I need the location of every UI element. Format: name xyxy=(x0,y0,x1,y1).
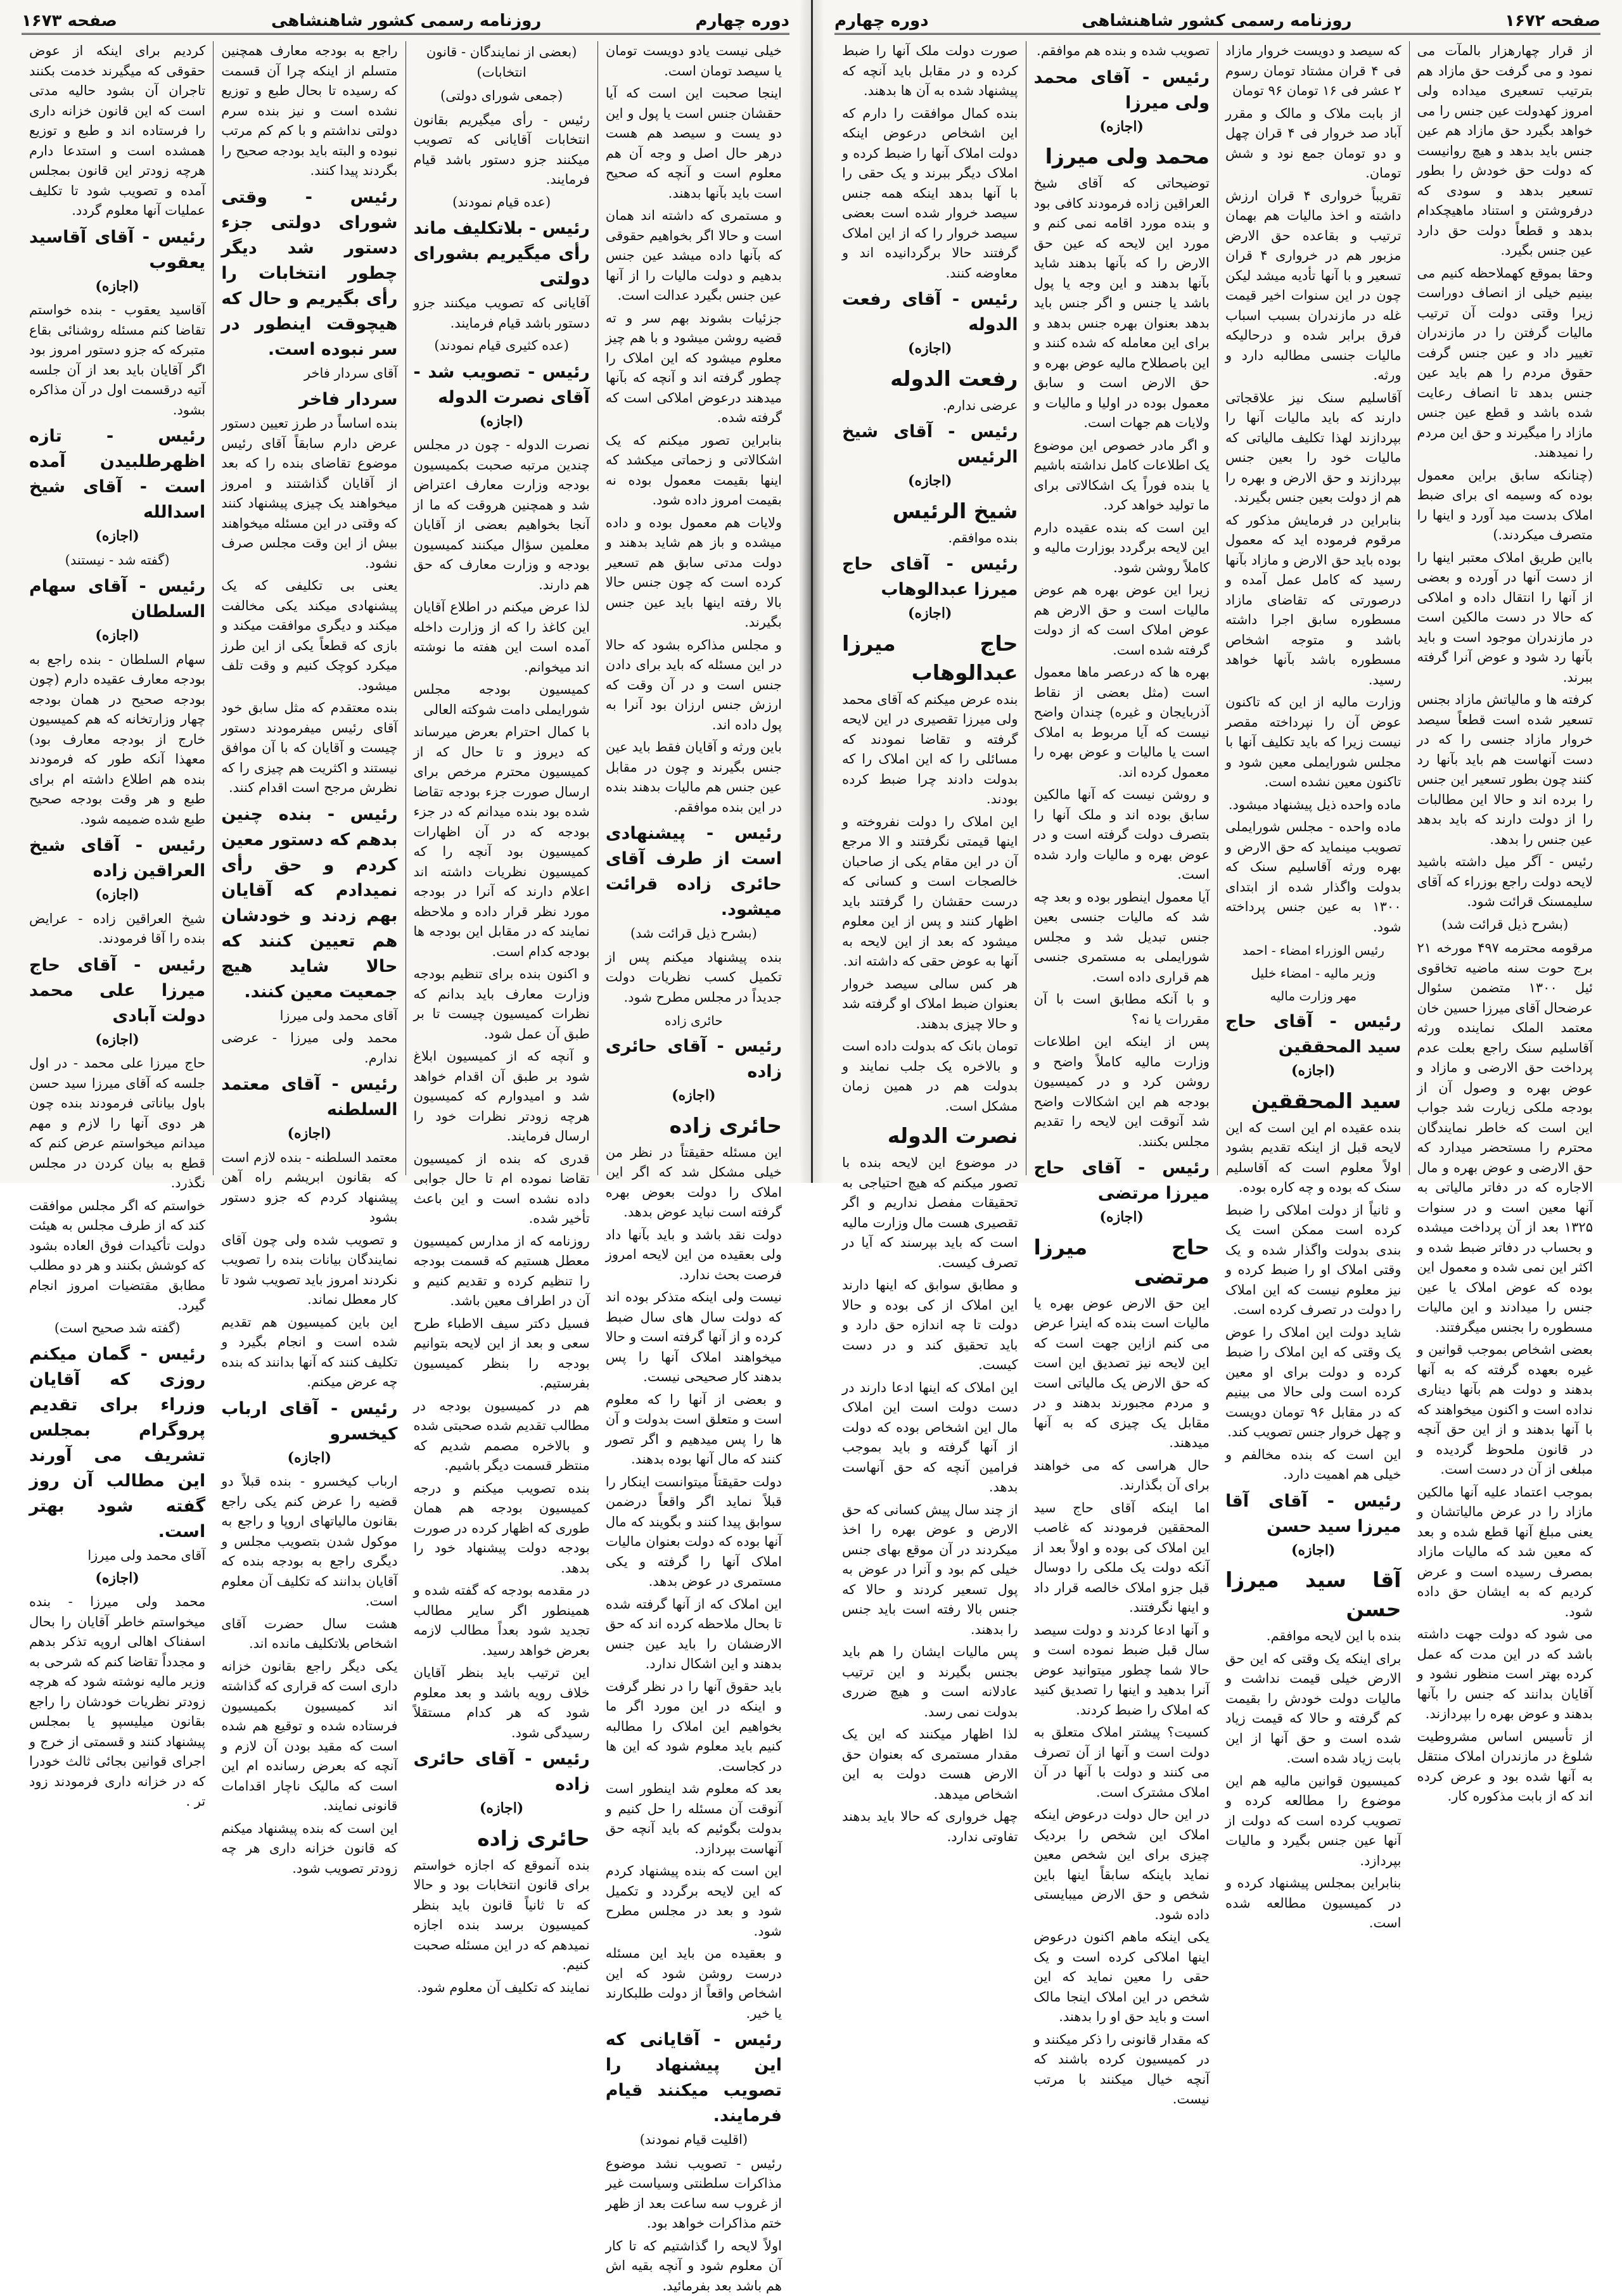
body-paragraph: این است که بنده مخالفم و خیلی هم اهمیت دارد. xyxy=(1225,1445,1402,1485)
body-paragraph: معتمد السلطنه - بنده لازم است که بقانون ابریشم راه آهن پیشنهاد کردم که جزو دستور بشود xyxy=(221,1148,397,1228)
body-paragraph: که مقدار قانونی را ذکر میکنند و در کمیسیون کرده باشند که آنچه خیال میکنند با مرتب نیست. xyxy=(1034,2030,1210,2110)
body-paragraph: و مطابق سوابق که اینها دارند این املاک از کی بوده و حالا دولت تا چه اندازه حق دارد و باید تحقیق کند و در دست کیست. xyxy=(842,1275,1018,1375)
speaker-line: رئیس - آقای شیخ العراقین زاده xyxy=(29,833,205,884)
text-column xyxy=(834,41,1026,1175)
text-column xyxy=(1026,41,1218,1175)
body-paragraph: کمیسیون قوانین مالیه هم این موضوع را مطالعه کرده و تصویب کرده است که دولت از آنها عین جنس بگیرد و مالیات بپردازد. xyxy=(1225,1771,1402,1872)
speaker-name-heading: شیخ الرئیس xyxy=(842,497,1018,526)
body-paragraph: مرقومه محترمه ۴۹۷ مورخه ۲۱ برج حوت سنه ماضیه تخاقوی ئیل ۱۳۰۰ متضمن سئوال عرضحال آقای میرزا حسین خان معتمد الملک نماینده ورثه آقاسلیم سنک راجع بعلت عدم پرداخت حق الارضی و مازاد و عوض بهره و وصول آن از بودجه ملکی زیارت شد جواب این است که خاطر نمایندگان محترم را مستحضر میدارد که حق الارضی و عوض بهره و مال الاجاره که در دفاتر مالیاتی به آنها معین است و در سنوات ۱۳۲۵ بعد از آن پرداخت میشده و بحساب در دفاتر ضبط شده و اکثر این نمی شده و معمول این بوده که عوض املاک یا عین جنس را میدادند و این مالیات مسطوره را بجنس میگرفتند. xyxy=(1417,938,1593,1337)
speaker-line: رئیس - پیشنهادی است از طرف آقای حائری زاده قرائت میشود. xyxy=(606,821,782,922)
body-paragraph: آقایانی که تصویب میکنند جزو دستور باشد قیام فرمایند. xyxy=(414,293,590,333)
body-paragraph: خیلی نیست یادو دویست تومان یا سیصد تومان است. xyxy=(606,41,782,81)
body-paragraph: این است که بنده عقیده دارم این لایحه برگردد بوزارت مالیه و کاملاً روشن شود. xyxy=(1034,518,1210,578)
body-paragraph: یعنی بی تکلیفی که یک پیشنهادی میکند یکی مخالفت میکند و دیگری موافقت میکند و بازی که قطعاً یکی از این طرز میکرد کوچک کنیم و وقت تلف میشود. xyxy=(221,576,397,696)
parenthetical-note: (بشرح ذیل قرائت شد) xyxy=(606,924,782,944)
body-paragraph: محمد ولی میرزا - عرضی ندارم. xyxy=(221,1028,397,1068)
body-paragraph: هر کس سالی سیصد خروار بعنوان ضبط املاک او گرفته شد و حالا چیزی بدهند. xyxy=(842,974,1018,1035)
body-paragraph: و تصویب شده ولی چون آقای نمایندگان بیانات بنده را تصویب نکردند امروز باید تصویب شود تا کار معطل نماند. xyxy=(221,1230,397,1310)
body-paragraph: بنده تصویب میکنم و درجه کمیسیون بودجه هم همان طوری که اظهار کرده در صورت بودجه دولت پیشنهاد خود را بدهد. xyxy=(414,1479,590,1579)
body-paragraph: باید حقوق آنها را در نظر گرفت و اینکه در این مورد اگر ما بخواهیم این املاک را مطالبه کنیم باید معلوم شود که این ها در کجاست. xyxy=(606,1677,782,1777)
speaker-name-heading: آقا سید میرزا حسن xyxy=(1225,1566,1402,1624)
body-paragraph: این ترتیب باید بنظر آقایان خلاف رویه باشد و بعد معلوم شود که هر کدام مستقلاً رسیدگی شود. xyxy=(414,1663,590,1743)
speaker-name-heading: رفعت الدوله xyxy=(842,364,1018,393)
body-paragraph: آقای محمد ولی میرزا xyxy=(29,1546,205,1566)
signature-line: حائری زاده xyxy=(606,1011,782,1030)
body-paragraph: عرضی ندارم. xyxy=(842,396,1018,416)
body-paragraph: وزارت مالیه از این که تاکنون عوض آن را نپرداخته مقصر نیست زیرا که باید تکلیف آنها با مجلس شورایملی معین شود و تاکنون معین نشده است. xyxy=(1225,692,1402,793)
parenthetical-note: (اقلیت قیام نمودند) xyxy=(606,2130,782,2150)
body-paragraph: حال هراسی که می خواهند برای آن بگذارند. xyxy=(1034,1456,1210,1496)
text-column xyxy=(597,41,789,1175)
body-paragraph: یکی دیگر راجع بقانون خزانه داری است که قراری که گذاشته اند کمیسیون بکمیسیون فرستاده شده و توقیع هم شده است که مقید بودن آن لازم و آنچه که بعرض رسانده ام این است که مالیک ناچار اقدامات قانونی نمایند. xyxy=(221,1657,397,1816)
body-paragraph: کمیسیون بودجه مجلس شورایملی دامت شوکته العالی xyxy=(414,680,590,720)
permission-note: (اجازه) xyxy=(29,1030,205,1050)
body-paragraph: اولاً لایحه را گذاشتیم که تا کار آن معلوم شود و آنچه بقیه اش هم باشد بعد بفرمائید. xyxy=(606,2236,782,2296)
speaker-name-heading: محمد ولی میرزا xyxy=(1034,142,1210,171)
speaker-line: رئیس - تازه اظهرطلبیدن آمده است - آقای شیخ اسدالله xyxy=(29,424,205,525)
body-paragraph: و با آنکه مطابق است با آن مقررات یا نه؟ xyxy=(1034,990,1210,1030)
permission-note: (اجازه) xyxy=(1034,1208,1210,1228)
newspaper-title: روزنامه رسمی کشور شاهنشاهی xyxy=(1082,11,1351,30)
body-paragraph: ارباب کیخسرو - بنده قبلاً دو قضیه را عرض کنم یکی راجع بقانون مالیاتهای اروپا و راجع به موکول شدن بتصویب مجلس و دیگری راجع به بودجه بنده که آقایان بدانند که تکلیف آن معلوم است. xyxy=(221,1472,397,1612)
body-paragraph: توضیحاتی که آقای شیخ العراقین زاده فرمودند کافی بود و بنده مورد اقامه نمی کنم و مورد این لایحه که عین حق الارض را که بآنها بدهند شاید بآنها بدهند و این وجه یا پول باشد یا جنس و اگر جنس باید بدهد بعنوان بهره جنس بدهد و برای این معامله که شده کنند و این باصطلاح مالیه عوض بهره و حق الارض است و سابق معمول بوده در اولیا و مالیات و ولایات هم جهات است. xyxy=(1034,174,1210,433)
body-paragraph: آقای محمد ولی میرزا xyxy=(221,1006,397,1026)
body-paragraph: وحقا بموقع کهملاحظه کنیم می بینیم خیلی از انصاف دوراست زیرا وقتی دولت آن ترتیب مالیات گرفتن را در مازندران تغییر داد و عین جنس گرفت حقوق مردم را هم باید عین جنس بدهد تا انصاف رعایت شده باشد و قطع عین جنس مازاد را میگیرند و حق این مردم را نمیدهند. xyxy=(1417,264,1593,463)
permission-note: (اجازه) xyxy=(1225,1061,1402,1081)
body-paragraph: بعضی اشخاص بموجب قوانین و غیره بعهده گرفته که به آنها بدهند و دولت هم بآنها دیناری نداده است و اکنون میخواهند که با آنها بدهند و از این حق آنچه در قانون ملحوظ گردیده و مبلغی از آن در دست است. xyxy=(1417,1340,1593,1480)
newspaper-title: روزنامه رسمی کشور شاهنشاهی xyxy=(271,11,541,30)
body-paragraph: لذا اظهار میکنند که این یک مقدار مستمری که بعنوان حق الارض هست دولت به این اشخاص میدهد. xyxy=(842,1725,1018,1804)
right-page-header xyxy=(834,9,1600,35)
body-paragraph: کردیم برای اینکه از عوض حقوقی که میگیرند خدمت بکنند تاجران آن بشود حالیه مدتی است که این قانون خزانه داری را فرستاده اند و طبع و توزیع همشده است و استدعا دارم هرچه زودتر این قانون بمجلس آمده و تصویب شود تا تکلیف عملیات آنها معلوم گردد. xyxy=(29,41,205,221)
body-paragraph: ماده واحده - مجلس شورایملی تصویب مینماید که حق الارض و بهره ورثه آقاسلیم سنک که بدولت واگذار شده از ابتدای ۱۳۰۰ به عین جنس پرداخته شود. xyxy=(1225,817,1402,937)
body-paragraph: نمایند که تکلیف آن معلوم شود. xyxy=(414,1978,590,1998)
body-paragraph: هشت سال حضرت آقای اشخاص بلاتکلیف مانده اند. xyxy=(221,1614,397,1654)
body-paragraph: از چند سال پیش کسانی که حق الارض و عوض بهره را اخذ میکردند در آن موقع بهای جنس خیلی کم بود و آنرا در عوض به پول تسعیر کردند و حالا که جنس بالا رفته است باید جنس را بدهند. xyxy=(842,1500,1018,1640)
body-paragraph: چهل خرواری که حالا باید بدهند تفاوتی ندارد. xyxy=(842,1807,1018,1847)
body-paragraph: بنده عقیده ام این است که این لایحه قبل از اینکه تقدیم بشود اولاً معلوم است که آقاسلیم سنک که بوده و چه کاره بوده. xyxy=(1225,1118,1402,1198)
speaker-line: سردار فاخر xyxy=(221,387,397,412)
body-paragraph: باین ورثه و آقایان فقط باید عین جنس بگیرند و چون در مقابل عین جنس هم مالیات بدهند بنده در این بنده موافقم. xyxy=(606,737,782,817)
speaker-line: رئیس - آقای آقا میرزا سید حسن xyxy=(1225,1489,1402,1540)
body-paragraph: رئیس - آگر میل داشته باشید لایحه دولت راجع بوزراء که آقای سلیمسنک قرائت شود. xyxy=(1417,852,1593,912)
body-paragraph: راجع به بودجه معارف همچنین متسلم از اینکه چرا آن قسمت که رسیده تا بحال طبع و توزیع نشده است و نیز بنده سرم دولتی نداشتم و با کم کم مرتب نبوده و البته باید بودجه صحیح را بگردند پیدا کنند. xyxy=(221,41,397,181)
body-paragraph: (چنانکه سابق براین معمول بوده که وسیمه ای برای ضبط املاک بدست مید آورد و اینها را متصرف میکردند.) xyxy=(1417,466,1593,545)
permission-note: (اجازه) xyxy=(221,1448,397,1469)
speaker-line: رئیس - آقای رفعت الدوله xyxy=(842,287,1018,338)
permission-note: (اجازه) xyxy=(29,526,205,547)
speaker-line: رئیس - آقای معتمد السلطنه xyxy=(221,1072,397,1123)
body-paragraph: بنابراین بمجلس پیشنهاد کرده و در کمیسیون مطالعه شده است. xyxy=(1225,1873,1402,1934)
body-paragraph: کرفته ها و مالیاتش مازاد بجنس تسعیر شده است قطعاً سیصد خروار مازاد جنسی را که در دست آنهاست هم باید بآنها رد کنند چون بطور تسعیر این جنس را برده اند و حالا این مطالبات را از دولت دارند که باید بدهد عین جنس را بدهد. xyxy=(1417,690,1593,850)
body-paragraph: که سیصد و دویست خروار مازاد فی ۴ قران مشتاد تومان رسوم ۲ عشر فی ۱۶ تومان ۹۶ تومان xyxy=(1225,41,1402,101)
body-paragraph: آقاسلیم سنک نیز علاقجاتی دارند که باید مالیات آنها را بپردازند لهذا تکلیف مالیاتی که مالیات خود را بعین جنس بپردازند و حق الارض و بهره را هم از دولت بعین جنس بگیرند. xyxy=(1225,388,1402,508)
body-paragraph: این مسئله حقیقتاً در نظر من خیلی مشکل شد که اگر این املاک را دولت بعوض بهره گرفته است نباید عوض بدهد. xyxy=(606,1143,782,1223)
page-number: صفحه ۱۶۷۳ xyxy=(22,11,117,30)
permission-note: (اجازه) xyxy=(1034,117,1210,137)
speaker-line: رئیس - آقای حاج میرزا مرتضی xyxy=(1034,1156,1210,1206)
signature-line: مهر وزارت مالیه xyxy=(1225,986,1402,1005)
body-paragraph: آیا معمول اینطور بوده و بعد چه شد که مالیات جنسی بعین جنس تبدیل شد و مجلس شورایملی به مستمری جنسی هم قراری داده است. xyxy=(1034,888,1210,988)
body-paragraph: این املاک که اینها ادعا دارند در دست دولت است این املاک مال این اشخاص بوده که دولت از آنها گرفته و باید بموجب فرامین آنچه که حق آنهاست بدهد. xyxy=(842,1378,1018,1498)
parenthetical-note: (گفته شد - نیستند) xyxy=(29,551,205,571)
permission-note: (اجازه) xyxy=(606,1086,782,1106)
body-paragraph: این املاک که از آنها گرفته شده تا بحال ملاحظه کرده اند که حق الارضشان را باید عین جنس بدهند و این اشکال ندارد. xyxy=(606,1595,782,1674)
body-paragraph: هم در کمیسیون بودجه در مطالب تقدیم شده صحبتی شده و بالاخره مصمم شدیم که منتظر قسمت دیگر باشیم. xyxy=(414,1396,590,1476)
text-column xyxy=(1409,41,1601,1175)
left-page-columns xyxy=(22,41,789,1175)
body-paragraph: رئیس - رأی میگیریم بقانون انتخابات آقایانی که تصویب میکنند جزو دستور باشد قیام فرمایند. xyxy=(414,110,590,190)
permission-note: (اجازه) xyxy=(842,339,1018,359)
body-paragraph: پس مالیات ایشان را هم باید بجنس بگیرند و این ترتیب عادلانه است و هیچ ضرری بدولت نمی رسد. xyxy=(842,1642,1018,1722)
speaker-line: رئیس - آقای ارباب کیخسرو xyxy=(221,1396,397,1447)
body-paragraph: بنابراین در فرمایش مذکور که مرقوم فرموده اید که معمول بوده باید حق الارض و مازاد بآنها رسید که کامل عمل آمده و درصورتی که تقاضای مازاد مسطوره سابق اجرا داشته باشد و متوجه اشخاص مسطوره باشد بآنها خواهد رسید. xyxy=(1225,511,1402,691)
speaker-name-heading: حائری زاده xyxy=(606,1111,782,1140)
speaker-line: رئیس - آقای حائری زاده xyxy=(414,1747,590,1797)
body-paragraph: و مستمری که داشته اند همان است و حالا اگر بخواهیم حقوقی که بآنها داده میشد عین جنس بدهیم و دولت مالیات را از آنها عین جنس بگیرد عدالت است. xyxy=(606,206,782,306)
period-label: دوره چهارم xyxy=(834,11,929,30)
body-paragraph: از قرار چهارهزار بالمآت می نمود و می گرفت حق مازاد هم بترتیب تسعیری میداده ولی امروز کهدولت عین جنس را می خواهد بگیرد حق مازاد هم عین جنس باید بدهد و هیچ روانیست که دولت حق خودش را بطور تسعیر بدهد و سودی که درفروشتن و استناد ماهیچکدام بدهد و قطعاً دولت حق دارد عین جنس بگیرد. xyxy=(1417,41,1593,261)
body-paragraph: و روشن نیست که آنها مالکین سابق بوده اند و ملک آنها را بتصرف دولت گرفته است و در عوض بهره و مالیات وارد شده است. xyxy=(1034,785,1210,885)
page-number: صفحه ۱۶۷۲ xyxy=(1505,11,1600,30)
period-label: دوره چهارم xyxy=(695,11,789,30)
speaker-name-heading: حاج میرزا عبدالوهاب xyxy=(842,629,1018,687)
body-paragraph: از تأسیس اساس مشروطیت شلوغ در مازندران املاک منتقل به آنها شده بود و عرض کرده اند که از بابت مذکوره کار. xyxy=(1417,1727,1593,1807)
body-paragraph: بعد که معلوم شد اینطور است آنوقت آن مسئله را حل کنیم و بدولت بگوئیم که باید آنچه حق آنهاست بپردازد. xyxy=(606,1779,782,1859)
body-paragraph: بموجب اعتماد علیه آنها مالکین مازاد را در عرض مالیاتشان و یعنی مبلغ آنها قطع شده و بعد که معین شد که مالیات مازاد بمصرف رسیده است و عرض کردیم که به ایشان حق داده شود. xyxy=(1417,1483,1593,1623)
speaker-line: رئیس - آقای شیخ الرئیس xyxy=(842,419,1018,470)
permission-note: (اجازه) xyxy=(221,1124,397,1144)
body-paragraph: و اکنون بنده برای تنظیم بودجه وزارت معارف باید بدانم که نظرات کمیسیون چیست تا بر طبق آن عمل شود. xyxy=(414,964,590,1044)
body-paragraph: این حق الارض عوض بهره یا مالیات است بنده که اینرا عرض می کنم ازاین جهت است که این لایحه نیز تصدیق این است که حق الارض یک مالیاتی است و مردم مجبورند بدهند و در مقابل یک چیزی که به آنها میدهند. xyxy=(1034,1294,1210,1453)
body-paragraph: و آنچه که از کمیسیون ابلاغ شود بر طبق آن اقدام خواهد شد و امیدوارم که کمیسیون هرچه زودتر نظرات خود را ارسال فرمایند. xyxy=(414,1047,590,1147)
body-paragraph: اما اینکه آقای حاج سید المحققین فرمودند که غاصب این املاک کی بوده و اولاً بعد از آنکه دولت یک ملکی را دوسال قبل جزو املاک خالصه قرار داد و اینها نگرفتند. xyxy=(1034,1498,1210,1618)
body-paragraph: اینجا صحبت این است که آیا حقشان جنس است یا پول و این دو یست و سیصد هم هست درهر حال اصل و وجه آن هم معلوم است و آنچه که صحیح است باید بآنها بدهند. xyxy=(606,84,782,203)
body-paragraph: و بعقیده من باید این مسئله درست روشن شود که این اشخاص واقعاً از دولت طلبکارند یا خیر. xyxy=(606,1944,782,2024)
permission-note: (اجازه) xyxy=(29,277,205,297)
permission-note: (اجازه) xyxy=(29,885,205,905)
text-column xyxy=(406,41,597,1175)
body-paragraph: از بابت ملاک و مالک و مقرر آباد صد خروار فی ۴ قران چهل و دو تومان جمع نود و شش تومان. xyxy=(1225,104,1402,184)
speaker-line: رئیس - آقای سهام السلطان xyxy=(29,574,205,625)
speaker-line: رئیس - آقای حائری زاده xyxy=(606,1034,782,1085)
speaker-line: رئیس - وقتی شورای دولتی جزء دستور شد دیگر چطور انتخابات را رأی بگیریم و حال که هیچوقت اینطور در سر نبوده است. xyxy=(221,185,397,362)
body-paragraph: دولت نقد باشد و باید بآنها داد ولی بعقیده من این لایحه امروز فرصت بحث ندارد. xyxy=(606,1225,782,1285)
speaker-line: رئیس - آقای حاج سید المحققین xyxy=(1225,1009,1402,1060)
body-paragraph: شاید دولت این املاک را عوض یک وقتی که این املاک را ضبط کرده و دولت برای او معین کرده است ولی حالا می بینیم که در مقابل ۹۶ تومان دویست و چهل خروار جنس تصویب کند. xyxy=(1225,1323,1402,1443)
body-paragraph: ماده واحده ذیل پیشنهاد میشود. xyxy=(1225,795,1402,815)
body-paragraph: سهام السلطان - بنده راجع به بودجه معارف عقیده دارم (چون بودجه صحیح در همان بودجه چهار وزارتخانه که هم کمیسیون خارج از بودجه معارف بود) معهذا آنکه طور که فرمودند بنده هم اطلاع داشته ام برای طبع و هر وقت بودجه صحیح طبع شده ضمیمه شود. xyxy=(29,650,205,830)
speaker-line: رئیس - تصویب شد - آقای نصرت الدوله xyxy=(414,360,590,411)
body-paragraph: در موضوع این لایحه بنده با تصور میکنم که هیچ احتیاجی به تحقیقات مفصل نداریم و اگر تقصیری هست مال وزارت مالیه است که باید بپرسند که آیا در تصرف کیست. xyxy=(842,1153,1018,1273)
body-paragraph: صورت دولت ملک آنها را ضبط کرده و در مقابل باید آنچه که پیشنهاد شده به آن ها بدهند. xyxy=(842,41,1018,101)
body-paragraph: این است که بنده پیشنهاد میکنم که قانون خزانه داری هر چه زودتر تصویب شود. xyxy=(221,1819,397,1879)
body-paragraph: در مقدمه بودجه که گفته شده و همینطور اگر سایر مطالب تجدید شود بعداً مطالب لازمه بعرض خواهد رسید. xyxy=(414,1581,590,1661)
right-page-columns xyxy=(834,41,1600,1175)
body-paragraph: تصویب شده و بنده هم موافقم. xyxy=(1034,41,1210,61)
body-paragraph: و اگر مادر خصوص این موضوع یک اطلاعات کامل نداشته باشیم یا بنده فوراً یک اشکالاتی برای ما تولید خواهد کرد. xyxy=(1034,436,1210,516)
body-paragraph: خواستم که اگر مجلس موافقت کند که از طرف مجلس به هیئت دولت تأکیدات فوق العاده بشود که کوشش بکنند و هر دو مطلب مطابق مقتضیات امروز انجام گیرد. xyxy=(29,1196,205,1316)
body-paragraph: تومان بانک که بدولت داده است و بالاخره یک جلب نمایند و بدولت هم در همین زمان مشکل است. xyxy=(842,1036,1018,1116)
body-paragraph: و ثانیاً از دولت املاکی را ضبط کرده است ممکن است یک بندی بدولت واگذار شده و یک وقتی املاک او را ضبط کرده و نیز معلوم نیست که این املاک را دولت در تصرف کرده است. xyxy=(1225,1201,1402,1320)
body-paragraph: بنده معتقدم که مثل سابق خود آقای رئیس میفرمودند دستور چیست و آقایان که با آن موافق نیستند و اکثریت هم چیزی را که نظرش مرجح است اقدام کنند. xyxy=(221,698,397,798)
text-column xyxy=(22,41,213,1175)
permission-note: (اجازه) xyxy=(1225,1541,1402,1561)
left-page xyxy=(0,0,811,1183)
speaker-line: رئیس - بنده چنین بدهم که دستور معین کردم و حق رأی نمیدادم که آقایان بهم زدند و خودشان هم تعیین کنند که حالا شاید هیچ جمعیت معین کنند. xyxy=(221,802,397,1005)
body-paragraph: بنده پیشنهاد میکنم پس از تکمیل کسب نظریات دولت جدیداً در مجلس مطرح شود. xyxy=(606,948,782,1008)
body-paragraph: این است که بنده پیشنهاد کردم که این لایحه برگردد و تکمیل شود و بعد در مجلس مطرح شود. xyxy=(606,1861,782,1941)
signature-line: رئیس الوزراء امضاء - احمد xyxy=(1225,941,1402,960)
parenthetical-note: (بعضی از نمایندگان - قانون انتخابات) xyxy=(414,42,590,82)
parenthetical-note: (گفته شد صحیح است) xyxy=(29,1318,205,1339)
body-paragraph: بنده کمال موافقت را دارم که این اشخاص درعوض اینکه دولت املاک آنها را ضبط کرده و املاک دیگر ببرند و یک حقی را با آنها بدهد اینکه همه جنس سیصد خروار شده است بعضی سیصد خروار را که از این املاک گرفتند حالا برگردانیده اند و معاوضه کنند. xyxy=(842,104,1018,284)
body-paragraph: پس از اینکه این اطلاعات وزارت مالیه کاملاً واضح و روشن کرد و در کمیسیون بودجه هم این اشکالات واضح شد آنوقت این لایحه را تقدیم مجلس بکنند. xyxy=(1034,1032,1210,1152)
body-paragraph: لذا عرض میکنم در اطلاع آقایان این کاغذ را که از وزارت داخله آمده است این هفته ما نوشته اند میخوانم. xyxy=(414,597,590,677)
body-paragraph: بنده آنموقع که اجازه خواستم برای قانون انتخابات بود و حالا که تا ثانیاً قانون باید بنظر کمیسیون برسد بنده اجازه نمیدهم که در این مسئله صحبت کنیم. xyxy=(414,1856,590,1975)
permission-note: (اجازه) xyxy=(414,412,590,432)
body-paragraph: بنده اساساً در طرز تعیین دستور عرض دارم سابقاً آقای رئیس موضوع تقاضای بنده را که بعد از آقایان گذاشتند و امروز میخواهند یک چیزی پیشنهاد کنند که وقتی در این مسئله میخواهند بیش از این وقت مجلس صرف نشود. xyxy=(221,414,397,573)
parenthetical-note: (بشرح ذیل قرائت شد) xyxy=(1417,915,1593,935)
text-column xyxy=(213,41,405,1175)
text-column xyxy=(1217,41,1409,1175)
parenthetical-note: (عده قیام نمودند) xyxy=(414,193,590,213)
body-paragraph: قدری که بنده از کمیسیون تقاضا نموده ام تا حال جوابی داده نشده است و این باعث تأخیر شده. xyxy=(414,1149,590,1229)
body-paragraph: و بعضی از آنها را که معلوم است و متعلق است بدولت و آن ها را پس میدهیم و اگر تصور کنند که مال آنها بوده بدهند. xyxy=(606,1390,782,1470)
body-paragraph: کسیت؟ پیشتر املاک متعلق به دولت است و آنها از آن تصرف می کنند و دولت با آنها در آن املاک مشترک است. xyxy=(1034,1723,1210,1802)
body-paragraph: بهره ها که درعصر ماها معمول است (مثل بعضی از نقاط آذربایجان و غیره) چندان واضح نیست که آیا مربوط به املاک است یا مالیات و عوض بهره را معمول کرده اند. xyxy=(1034,663,1210,782)
speaker-name-heading: نصرت الدوله xyxy=(842,1121,1018,1151)
signature-line: وزیر مالیه - امضاء خلیل xyxy=(1225,964,1402,983)
speaker-line: رئیس - آقای آقاسید یعقوب xyxy=(29,225,205,276)
body-paragraph: روزنامه که از مدارس کمیسیون معطل هستیم که قسمت بودجه را تنظیم کرده و تقدیم کنیم و آن در اطراف معین باشد. xyxy=(414,1232,590,1311)
speaker-line: رئیس - آقای حاج میرزا عبدالوهاب xyxy=(842,552,1018,603)
body-paragraph: برای اینکه یک وقتی که این حق الارض خیلی قیمت نداشت و مالیات دولت خودش را بقیمت کم گرفته و حالا که قیمت زیاد شده است و حق آنها از این بابت زیاد شده است. xyxy=(1225,1649,1402,1769)
speaker-line: رئیس - بلاتکلیف ماند رأی میگیریم بشورای دولتی xyxy=(414,216,590,292)
permission-note: (اجازه) xyxy=(29,626,205,646)
body-paragraph: تقریباً خرواری ۴ قران ارزش داشته و اخذ مالیات هم بهمان ترتیب و بقاعده حق الارض مزبور هم در خرواری ۴ قران تسعیر و با آنها تأدیه میشد لیکن چون در این سنوات اخیر قیمت غله در مازندران بسبب اسباب فرق برابر شده و درحالیکه مالیات جنسی مطالبه دارد و ورثه. xyxy=(1225,186,1402,386)
body-paragraph: بنده موافقم. xyxy=(842,528,1018,549)
body-paragraph: زیرا این عوض بهره هم عوض مالیات است و حق الارض هم عوض املاک است که از دولت گرفته شده است. xyxy=(1034,580,1210,660)
speaker-name-heading: سید المحققین xyxy=(1225,1087,1402,1116)
body-paragraph: می شود که دولت جهت داشته باشد که در این مدت که عمل کرده بهتر است منظور نشود و آقایان بدانند که جنس را بآنها بدهند و عوض بهره را بپردازند. xyxy=(1417,1624,1593,1725)
body-paragraph: شیخ العراقین زاده - عرایض بنده را آقا فرمودند. xyxy=(29,909,205,949)
body-paragraph: دولت حقیقتاً میتوانست اینکار را قبلاً نماید اگر واقعاً درضمن سوابق پیدا کنند و بگویند که مال آنها بوده که دولت بعنوان مالیات املاک آنها را گرفته و یکی مستمری در عوض بدهد. xyxy=(606,1472,782,1592)
body-paragraph: یکی اینکه ماهم اکنون درعوض اینها املاکی کرده است و یک حقی را معین نماید که این شخص در این املاک اینجا مالک است و باید حق او را بدهند. xyxy=(1034,1927,1210,2027)
body-paragraph: رئیس - تصویب نشد موضوع مذاکرات سلطنتی وسیاست غیر از غروب سه ساعت بعد از ظهر ختم مذاکرات خواهد بود. xyxy=(606,2154,782,2234)
body-paragraph: و مجلس مذاکره بشود که حالا در این مسئله که باید برای دادن جنس است و در آن وقت که ارزش جنس ارزان بود آنرا به پول داده اند. xyxy=(606,635,782,736)
body-paragraph: این املاک را دولت نفروخته و اینها قیمتی نگرفتند و الا مرجع آن در این مقام یکی از صاحبان خالصجات است و کسانی که درست حقشان را گرفتند باید اظهار کنند و پس از این معلوم میشود که بعد از این لایحه به آنها به عوض حقی که داشته اند. xyxy=(842,812,1018,972)
permission-note: (اجازه) xyxy=(842,471,1018,492)
body-paragraph: بااین طریق املاک معتبر اینها را از دست آنها در آورده و بعضی از آنها را انتقال داده و املاکی که حالا در دست مالکین است در مازندران موجود است و باید بآنها رد شود و عوض آنرا گرفته ببرند. xyxy=(1417,548,1593,688)
parenthetical-note: (عده کثیری قیام نمودند) xyxy=(414,336,590,356)
body-paragraph: ولایات هم معمول بوده و داده میشده و باز هم شاید بدهند و دولت مدتی سابق هم تسعیر کرده است که چون جنس حالا بالا رفته اینها باید عین جنس بگیرند. xyxy=(606,513,782,633)
body-paragraph: بنده با این لایحه موافقم. xyxy=(1225,1626,1402,1647)
permission-note: (اجازه) xyxy=(414,1799,590,1819)
body-paragraph: بنابراین تصور میکنم که یک اشکالاتی و زحماتی میکشد که اینها بقیمت معمول بوده نه بقیمت امروز داده شود. xyxy=(606,431,782,511)
permission-note: (اجازه) xyxy=(842,604,1018,624)
permission-note: (اجازه) xyxy=(29,1569,205,1589)
body-paragraph: فسیل دکتر سیف الاطباء طرح سعی و بعد از این لایحه بتوانیم بودجه را بنظر کمیسیون بفرستیم. xyxy=(414,1314,590,1394)
speaker-line: رئیس - آقای حاج میرزا علی محمد دولت آبادی xyxy=(29,953,205,1029)
speaker-name-heading: حائری زاده xyxy=(414,1824,590,1853)
body-paragraph: محمد ولی میرزا - بنده میخواستم خاطر آقایان را بحال اسفناک اهالی اروپه تذکر بدهم و مجدداً تقاضا کنم که شرحی به وزیر مالیه نوشته شود که هرچه زودتر نظریات خودشان را راجع بقانون میلیسپو یا بمجلس پیشنهاد کنند و قسمتی از خرج و اجرای قوانین بجائی ثالث خودرا که در خزانه داری فرمودند زود تر . xyxy=(29,1592,205,1812)
body-paragraph: جزئیات بشوند بهم سر و ته قضیه روشن میشود و با هم چیز معلوم میشود که این املاک را چطور گرفته اند و آنچه که بآنها میدهند درعوض املاکی است که گرفته شده. xyxy=(606,309,782,428)
speaker-line: رئیس - آقایانی که این پیشنهاد را تصویب میکنند قیام فرمایند. xyxy=(606,2027,782,2129)
body-paragraph: حاج میرزا علی محمد - در اول جلسه که آقای میرزا سید حسن باول بیاناتی فرمودند بنده چون هر دوی آنها را لازم و مهم میدانم میخواستم عرض کنم که قطع به بیان کردن در مجلس نگذرد. xyxy=(29,1054,205,1194)
body-paragraph: در این حال دولت درعوض اینکه املاک این شخص را بردیک چیزی برای این شخص معین نماید باینکه سابقاً اینها باین شخص و حق الارض میبایستی داده شود. xyxy=(1034,1805,1210,1925)
parenthetical-note: (جمعی شورای دولتی) xyxy=(414,86,590,106)
body-paragraph: این باین کمیسیون هم تقدیم شده است و انجام بگیرد و تکلیف کنند که آنها بدانند که بنده چه عرض میکنم. xyxy=(221,1313,397,1393)
body-paragraph: آقای سردار فاخر xyxy=(221,364,397,384)
body-paragraph: نصرت الدوله - چون در مجلس چندین مرتبه صحبت بکمیسیون بودجه وزارت معارف اعتراض شد و همچنین هروقت که ما از آنجا بخواهیم بعضی از آقایان معلمین سؤال میکنند کمیسیون بودجه و وزارت معارف که حق هم دارند. xyxy=(414,435,590,595)
speaker-name-heading: حاج میرزا مرتضی xyxy=(1034,1233,1210,1291)
body-paragraph: نیست ولی اینکه متذکر بوده اند که دولت سال های سال ضبط کرده و از آنها گرفته است و حالا میخواهند املاک آنها را پس بدهند کار صحیحی نیست. xyxy=(606,1287,782,1387)
right-page xyxy=(811,0,1622,1183)
body-paragraph: و آنها ادعا کردند و دولت سیصد سال قبل ضبط نموده است و حالا شما چطور میتوانید عوض آنرا بدهید و اینها را تصدیق کنید که املاک را ضبط کردند. xyxy=(1034,1621,1210,1721)
body-paragraph: با کمال احترام بعرض میرساند که دیروز و تا حال که از کمیسیون محترم مرخص برای ارسال صورت جزء بودجه تقاضا شده بود بنده میدانم که در جزء بودجه که در آن اظهارات کمیسیون بود آنچه را که کمیسیون نظریات داشته اند اعلام دارند که آنرا در بودجه مورد نظر قرار داده و ملاحظه نمایند که در مقابل این بودجه ها بودجه کدام است. xyxy=(414,722,590,962)
speaker-line: رئیس - آقای محمد ولی میرزا xyxy=(1034,65,1210,116)
body-paragraph: آقاسید یعقوب - بنده خواستم تقاضا کنم مسئله روشنائی بقاع متبرکه که جزو دستور امروز بود اگر آقایان باید بعد از آن جلسه آتیه درقسمت اول در آن مذاکره بشود. xyxy=(29,300,205,420)
left-page-header xyxy=(22,9,789,35)
body-paragraph: بنده عرض میکنم که آقای محمد ولی میرزا تقصیری در این لایحه گرفته و تقاضا نمودند که مسائلی را که این املاک را که بدولت دادند چرا ضبط کرده بودند. xyxy=(842,690,1018,810)
speaker-line: رئیس - گمان میکنم روزی که آقایان وزراء برای تقدیم پروگرام بمجلس تشریف می آورند این مطالب آن روز گفته شود بهتر است. xyxy=(29,1342,205,1545)
